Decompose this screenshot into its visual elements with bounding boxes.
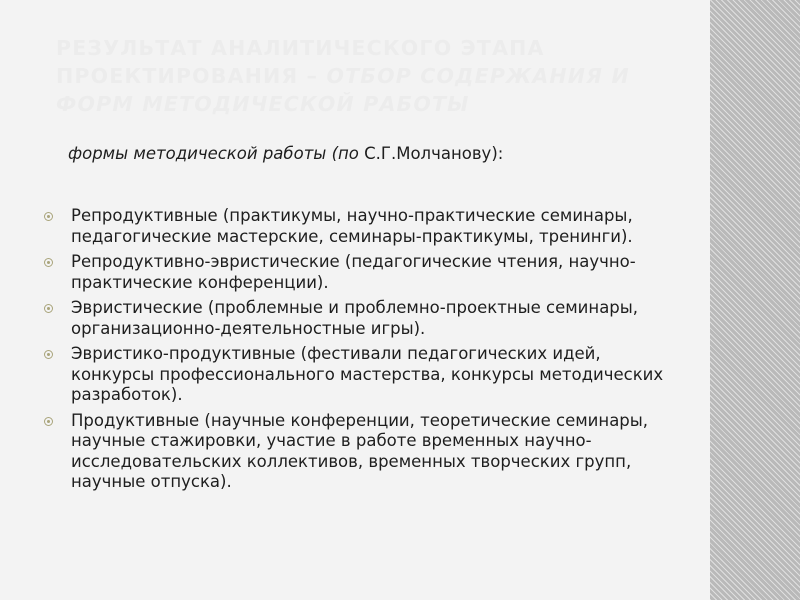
list-item [44, 252, 684, 293]
decorative-side-band [710, 0, 800, 600]
list-item-text: Эвристико-продуктивные (фестивали педагогических идей, конкурсы профессионального мастерства, конкурсы методических разработок). [71, 344, 664, 404]
list-item-text: Репродуктивно-эвристические (педагогические чтения, научно-практические конференции). [71, 252, 636, 292]
ring-bullet-icon [44, 417, 53, 426]
ring-bullet-icon [44, 258, 53, 267]
ring-bullet-icon [44, 304, 53, 313]
slide-title-main: РЕЗУЛЬТАТ АНАЛИТИЧЕСКОГО ЭТАПА ПРОЕКТИРОВАНИЯ – [56, 36, 545, 88]
list-item [44, 298, 684, 339]
list-item [44, 344, 684, 406]
slide-subtitle [68, 144, 668, 163]
slide-title [56, 34, 686, 118]
subtitle-author-part: С.Г.Молчанову): [364, 144, 504, 163]
list-item [44, 411, 684, 493]
slide-title-emphasis: ОТБОР СОДЕРЖАНИЯ И ФОРМ МЕТОДИЧЕСКОЙ РАБОТЫ [56, 64, 630, 116]
list-item-text: Продуктивные (научные конференции, теоретические семинары, научные стажировки, участие в работе временных научно-исследовательских коллективов, временных творческих групп, научные отпуска). [71, 410, 649, 491]
list-item [44, 206, 684, 247]
list-item-text: Эвристические (проблемные и проблемно-проектные семинары, организационно-деятельностные игры). [71, 298, 639, 338]
ring-bullet-icon [44, 212, 53, 221]
subtitle-italic-part: формы методической работы (по [68, 144, 365, 163]
ring-bullet-icon [44, 350, 53, 359]
list-item-text: Репродуктивные (практикумы, научно-практические семинары, педагогические мастерские, семинары-практикумы, тренинги). [71, 206, 633, 246]
forms-list [44, 206, 684, 498]
